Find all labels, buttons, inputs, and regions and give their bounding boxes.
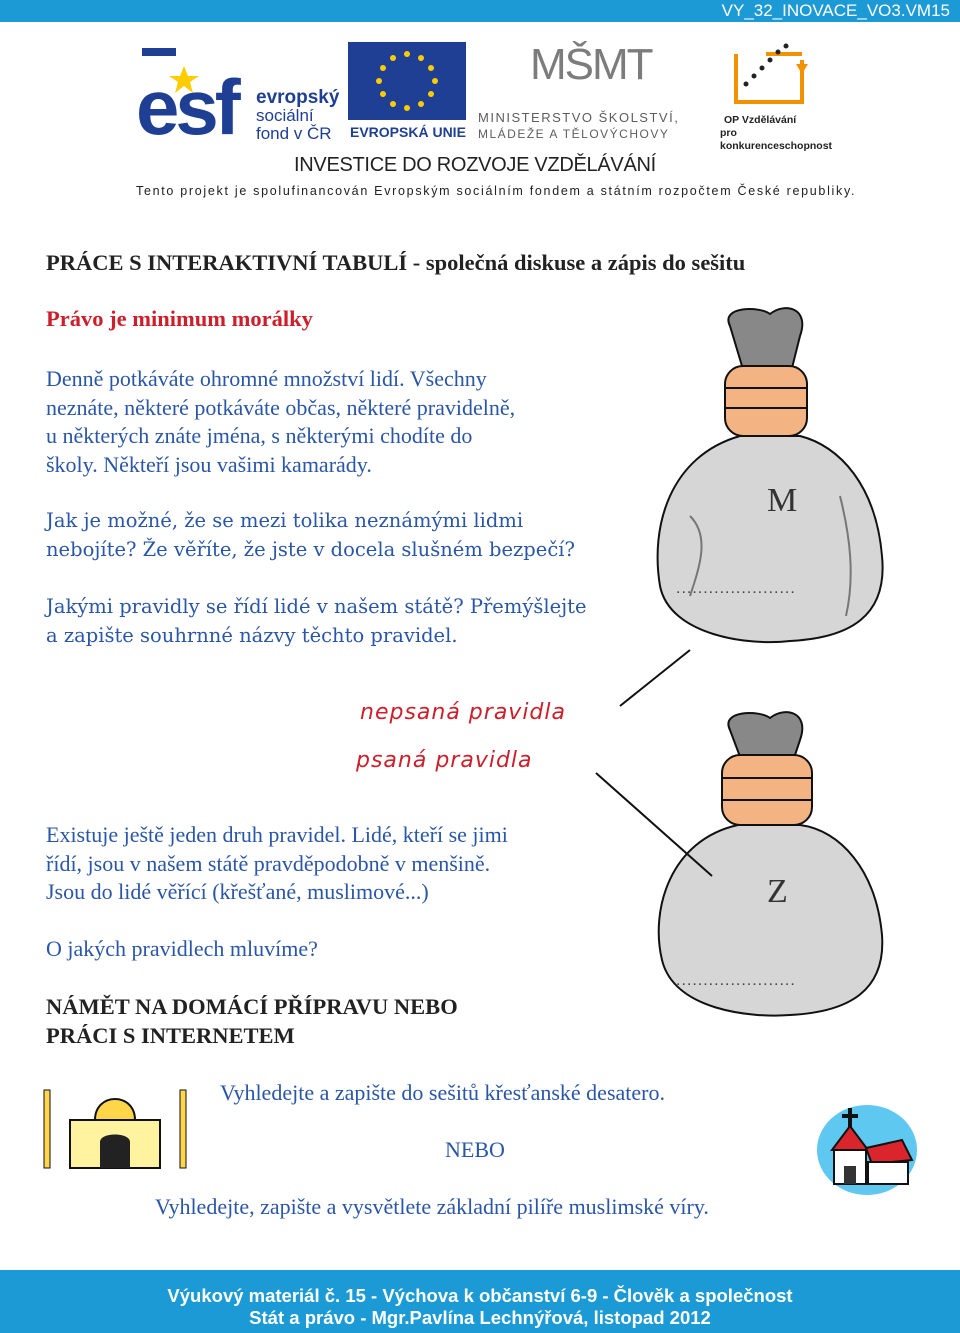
op-logo — [718, 40, 833, 152]
project-notice: Tento projekt je spolufinancován Evropským sociálním fondem a státním rozpočtem České republiky. — [136, 184, 857, 198]
esf-logo — [136, 42, 346, 151]
msmt-line2: MLÁDEŽE A TĚLOVÝCHOVY — [478, 127, 670, 141]
page-title: PRÁCE S INTERAKTIVNÍ TABULÍ - společná diskuse a zápis do sešitu — [46, 250, 746, 275]
paragraph-3-line: Jakými pravidly se řídí lidé v našem státě? Přemýšlejte — [46, 595, 587, 618]
op-arrows-icon — [726, 40, 816, 112]
paragraph-4-line: řídí, jsou v našem státě pravděpodobně v menšině. — [46, 850, 491, 876]
bag-morals-letter: M — [767, 482, 798, 519]
esf-line2: sociální — [256, 106, 314, 125]
question: O jakých pravidlech mluvíme? — [46, 936, 318, 961]
homework-or: NEBO — [445, 1137, 505, 1162]
homework-title — [46, 992, 458, 1050]
document-code: VY_32_INOVACE_VO3.VM15 — [721, 1, 950, 20]
paragraph-4 — [46, 821, 508, 907]
op-line2: pro konkurenceschopnost — [720, 127, 833, 152]
paragraph-3-line: a zapište souhrnné názvy těchto pravidel. — [46, 623, 458, 647]
paragraph-2-line: nebojíte? Že věříte, že jste v docela slušném bezpečí? — [46, 537, 575, 561]
homework-title-line: PRÁCI S INTERNETEM — [46, 1023, 295, 1048]
investice-heading: INVESTICE DO ROZVOJE VZDĚLÁVÁNÍ — [294, 154, 656, 176]
eu-flag-icon — [348, 42, 466, 120]
homework-task-2: Vyhledejte, zapište a vysvětlete základní pilíře muslimské víry. — [155, 1194, 709, 1219]
paragraph-1 — [46, 365, 515, 479]
bag-law-letter: Z — [767, 873, 788, 910]
mosque-image — [40, 1080, 190, 1170]
paragraph-4-line: Existuje ještě jeden druh pravidel. Lidé, kteří se jimi — [46, 822, 508, 847]
msmt-mark: MŠMT — [530, 40, 652, 89]
paragraph-3 — [46, 593, 587, 650]
paragraph-2-line: Jak je možné, že se mezi tolika neznámými lidmi — [46, 509, 524, 532]
eu-logo — [348, 42, 468, 142]
esf-mark: esf — [136, 63, 237, 151]
paragraph-1-line: u některých znáte jména, s některými chodíte do — [46, 423, 473, 448]
paragraph-4-line: Jsou do lidé věřící (křešťané, muslimové...) — [46, 879, 429, 904]
church-image — [812, 1090, 922, 1200]
paragraph-1-line: neznáte, některé potkáváte občas, některé pravidelně, — [46, 394, 516, 420]
bag-morals-dots: ...................... — [676, 580, 796, 597]
msmt-line1: MINISTERSTVO ŠKOLSTVÍ, — [478, 110, 680, 125]
homework-title-line: NÁMĚT NA DOMÁCÍ PŘÍPRAVU NEBO — [46, 994, 458, 1019]
answer-unwritten-rules: nepsaná pravidla — [360, 700, 566, 725]
bag-morals-image — [650, 296, 890, 666]
eu-label: EVROPSKÁ UNIE — [350, 124, 466, 140]
op-line1: OP Vzdělávání — [724, 114, 797, 126]
answer-written-rules: psaná pravidla — [356, 748, 533, 773]
esf-line1: evropský — [256, 87, 340, 108]
homework-task-1: Vyhledejte a zapište do sešitů křesťanské desatero. — [220, 1080, 665, 1105]
footer-line-2: Stát a právo - Mgr.Pavlína Lechnýřová, listopad 2012 — [249, 1307, 711, 1328]
footer-line-1: Výukový materiál č. 15 - Výchova k občanství 6-9 - Člověk a společnost — [167, 1285, 793, 1306]
paragraph-2 — [46, 507, 575, 564]
subtitle: Právo je minimum morálky — [46, 306, 313, 331]
msmt-logo — [478, 40, 688, 140]
esf-line3: fond v ČR — [256, 124, 332, 143]
paragraph-1-line: školy. Někteří jsou vašimi kamarády. — [46, 451, 372, 477]
paragraph-1-line: Denně potkáváte ohromné množství lidí. Všechny — [46, 366, 487, 391]
bag-law-dots: ...................... — [676, 972, 796, 989]
